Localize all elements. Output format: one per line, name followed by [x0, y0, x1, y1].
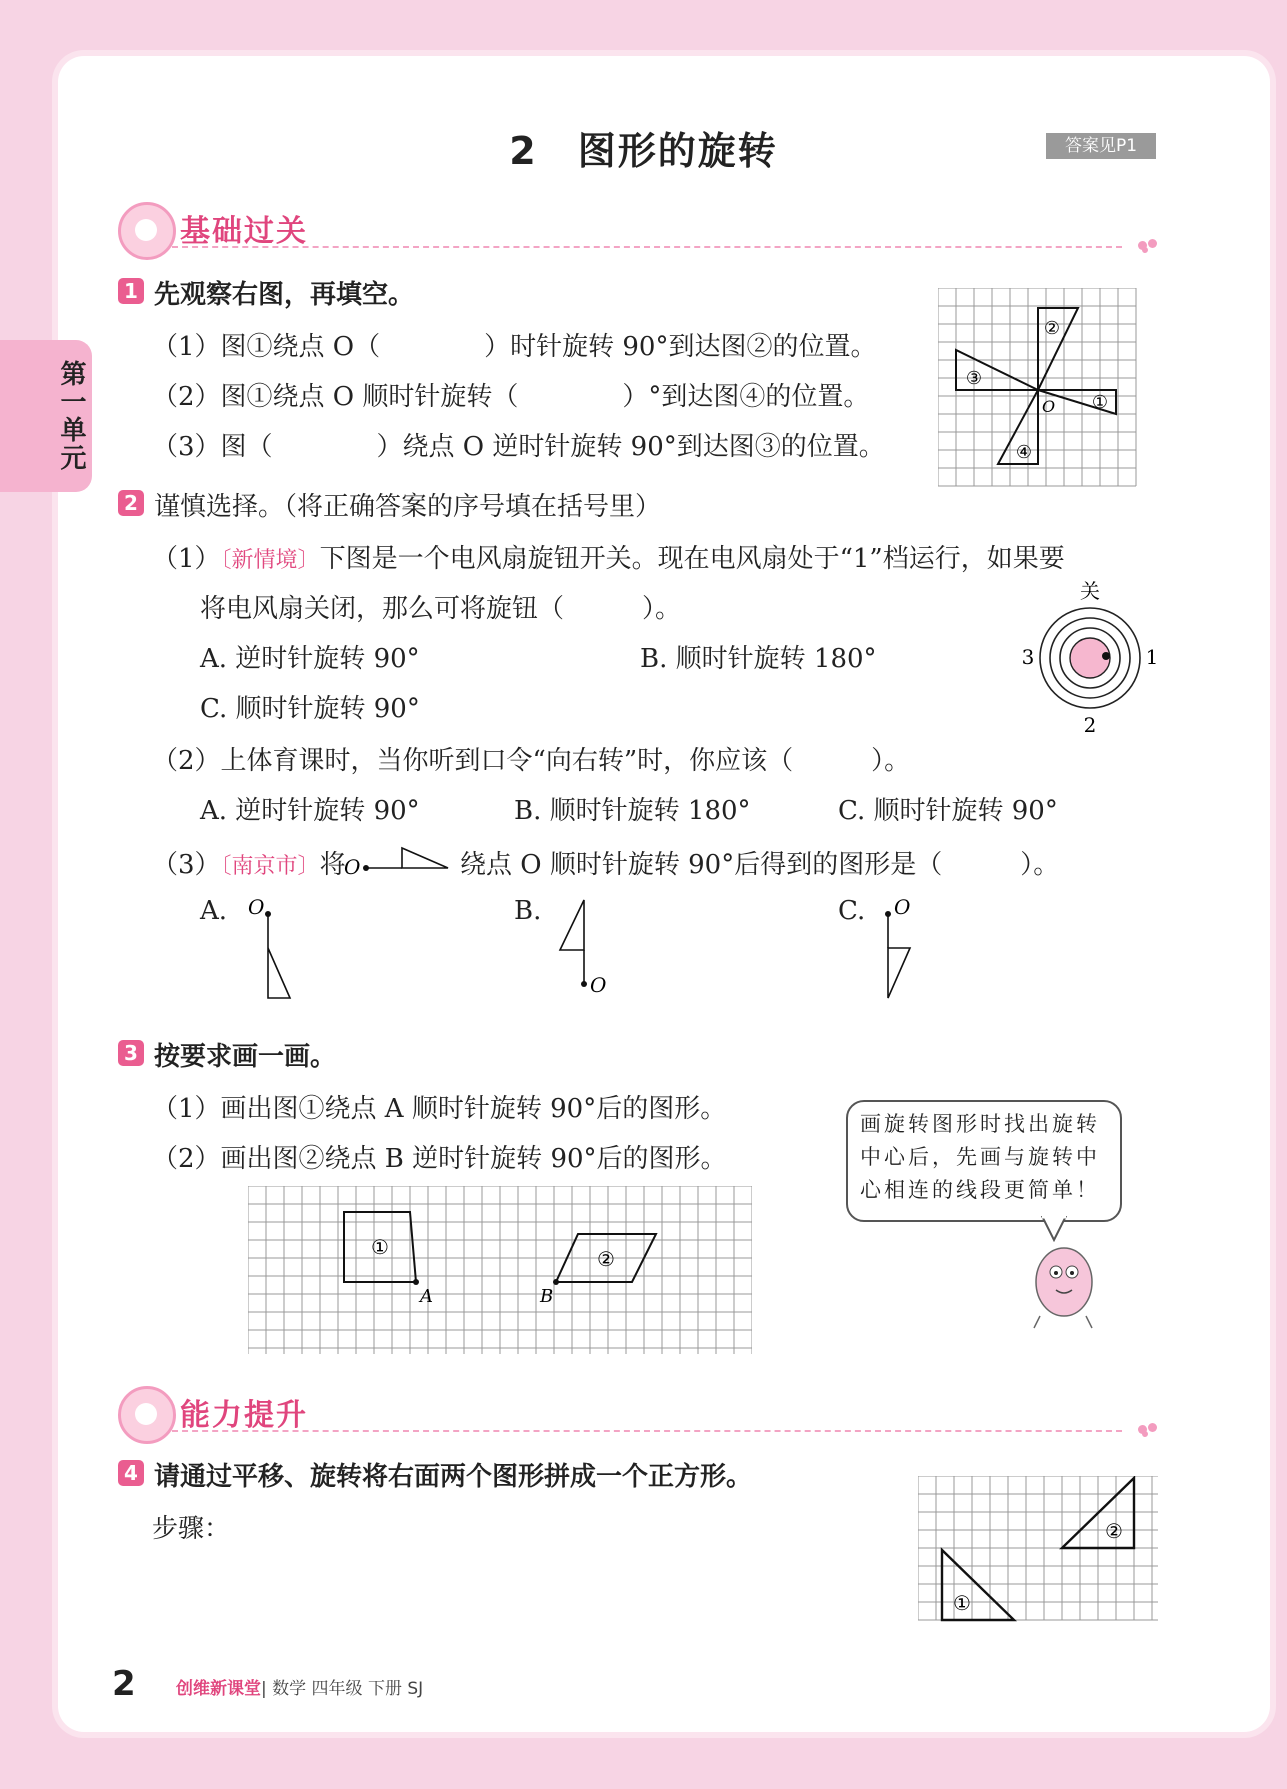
fan-knob-figure	[1018, 580, 1168, 740]
label-4: ④	[1015, 442, 1033, 463]
dots-icon	[1138, 239, 1158, 253]
q2-3-option-a-figure	[244, 892, 294, 1004]
question-number: 2	[118, 490, 144, 516]
tag-nanjing: 〔南京市〕	[220, 854, 320, 879]
q2-1-line-2: 将电风扇关闭，那么可将旋钮（ ）。	[200, 594, 682, 624]
section-divider	[172, 246, 1122, 248]
q2-2-option-c: C. 顺时针旋转 90°	[838, 796, 1058, 826]
question-heading: 按要求画一画。	[154, 1042, 337, 1072]
q1-rotation-grid-figure	[938, 288, 1138, 488]
q2-1-prefix: （1）	[152, 544, 221, 574]
q2-1-line	[152, 538, 1065, 575]
question-heading: 谨慎选择。（将正确答案的序号填在括号里）	[154, 492, 662, 522]
q1-line-1: （1）图①绕点 O（ ）时针旋转 90°到达图②的位置。	[152, 332, 877, 362]
q2-3-option-b-label: B.	[514, 896, 542, 926]
knob-label-1: 1	[1145, 645, 1159, 669]
tip-text: 画旋转图形时找出旋转中心后，先画与旋转中心相连的线段更简单！	[860, 1112, 1100, 1202]
section-advanced-header	[118, 1386, 1158, 1434]
q2-3-text-2: 绕点 O 顺时针旋转 90°后得到的图形是（ ）。	[460, 850, 1060, 880]
q2-3-prefix: （3）	[152, 850, 221, 880]
q2-3-option-c-label: C.	[838, 896, 866, 926]
q4-steps-label: 步骤：	[152, 1514, 231, 1544]
q3-line-2: （2）画出图②绕点 B 逆时针旋转 90°后的图形。	[152, 1144, 727, 1174]
q2-1-option-c: C. 顺时针旋转 90°	[200, 694, 420, 724]
question-number: 3	[118, 1040, 144, 1066]
section-basic-header	[118, 202, 1158, 250]
section-basic-title: 基础过关	[180, 214, 308, 249]
knob-label-3: 3	[1021, 645, 1035, 669]
dots-icon	[1138, 1423, 1158, 1437]
label-2: ②	[1043, 318, 1061, 339]
knob-label-off: 关	[1080, 580, 1100, 603]
label-o: O	[1042, 397, 1056, 416]
q2-1-text: 下图是一个电风扇旋钮开关。现在电风扇处于“1”档运行，如果要	[319, 544, 1065, 574]
footer-meta: | 数学 四年级 下册 SJ	[261, 1679, 424, 1699]
q2-3-option-a-label: A.	[200, 896, 228, 926]
unit-tab-label: 第一单元	[56, 360, 86, 472]
q2-1-option-a: A. 逆时针旋转 90°	[200, 644, 420, 674]
cartoon-icon	[118, 202, 176, 260]
point-a-label: A	[420, 1286, 433, 1307]
point-b-label: B	[540, 1286, 554, 1307]
label-2: ②	[1105, 1519, 1123, 1543]
question-heading: 请通过平移、旋转将右面两个图形拼成一个正方形。	[154, 1462, 753, 1492]
q2-3-line-start	[152, 844, 346, 881]
point-o-label: O	[894, 895, 911, 919]
q2-3-option-b-figure	[556, 892, 616, 1004]
label-3: ③	[965, 368, 983, 389]
q1-line-3: （3）图（ ）绕点 O 逆时针旋转 90°到达图③的位置。	[152, 432, 885, 462]
point-o-label: O	[248, 895, 265, 919]
point-o-label: O	[344, 855, 361, 879]
q2-3-triangle-inline	[340, 838, 456, 880]
section-advanced-title: 能力提升	[180, 1398, 308, 1433]
q1-line-2: （2）图①绕点 O 顺时针旋转（ ）°到达图④的位置。	[152, 382, 870, 412]
footer-info	[176, 1674, 423, 1699]
label-1: ①	[371, 1235, 389, 1259]
answer-reference: 答案见P1	[1046, 133, 1156, 159]
q2-3-option-c-figure	[878, 892, 938, 1004]
label-2: ②	[597, 1247, 615, 1271]
q2-2-option-a: A. 逆时针旋转 90°	[200, 796, 420, 826]
tag-new-situation: 〔新情境〕	[220, 548, 320, 573]
q3-line-1: （1）画出图①绕点 A 顺时针旋转 90°后的图形。	[152, 1094, 727, 1124]
knob-label-2: 2	[1083, 713, 1097, 737]
q4-puzzle-grid[interactable]	[918, 1476, 1158, 1622]
page-title: 2 图形的旋转	[509, 129, 778, 173]
question-number: 4	[118, 1460, 144, 1486]
label-1: ①	[1091, 392, 1109, 413]
page-number: 2	[112, 1664, 136, 1704]
q2-2-option-b: B. 顺时针旋转 180°	[514, 796, 751, 826]
q2-3-text-1: 将	[319, 850, 346, 880]
label-1: ①	[953, 1591, 971, 1615]
cartoon-icon	[118, 1386, 176, 1444]
point-o-label: O	[590, 973, 607, 997]
q2-2-line: （2）上体育课时，当你听到口令“向右转”时，你应该（ ）。	[152, 746, 911, 776]
section-divider	[172, 1430, 1122, 1432]
question-number: 1	[118, 278, 144, 304]
footer-brand: 创维新课堂	[176, 1679, 261, 1699]
question-heading: 先观察右图，再填空。	[154, 280, 415, 310]
q2-1-option-b: B. 顺时针旋转 180°	[640, 644, 877, 674]
q3-drawing-grid[interactable]	[248, 1186, 752, 1356]
mascot-icon	[1020, 1232, 1110, 1332]
